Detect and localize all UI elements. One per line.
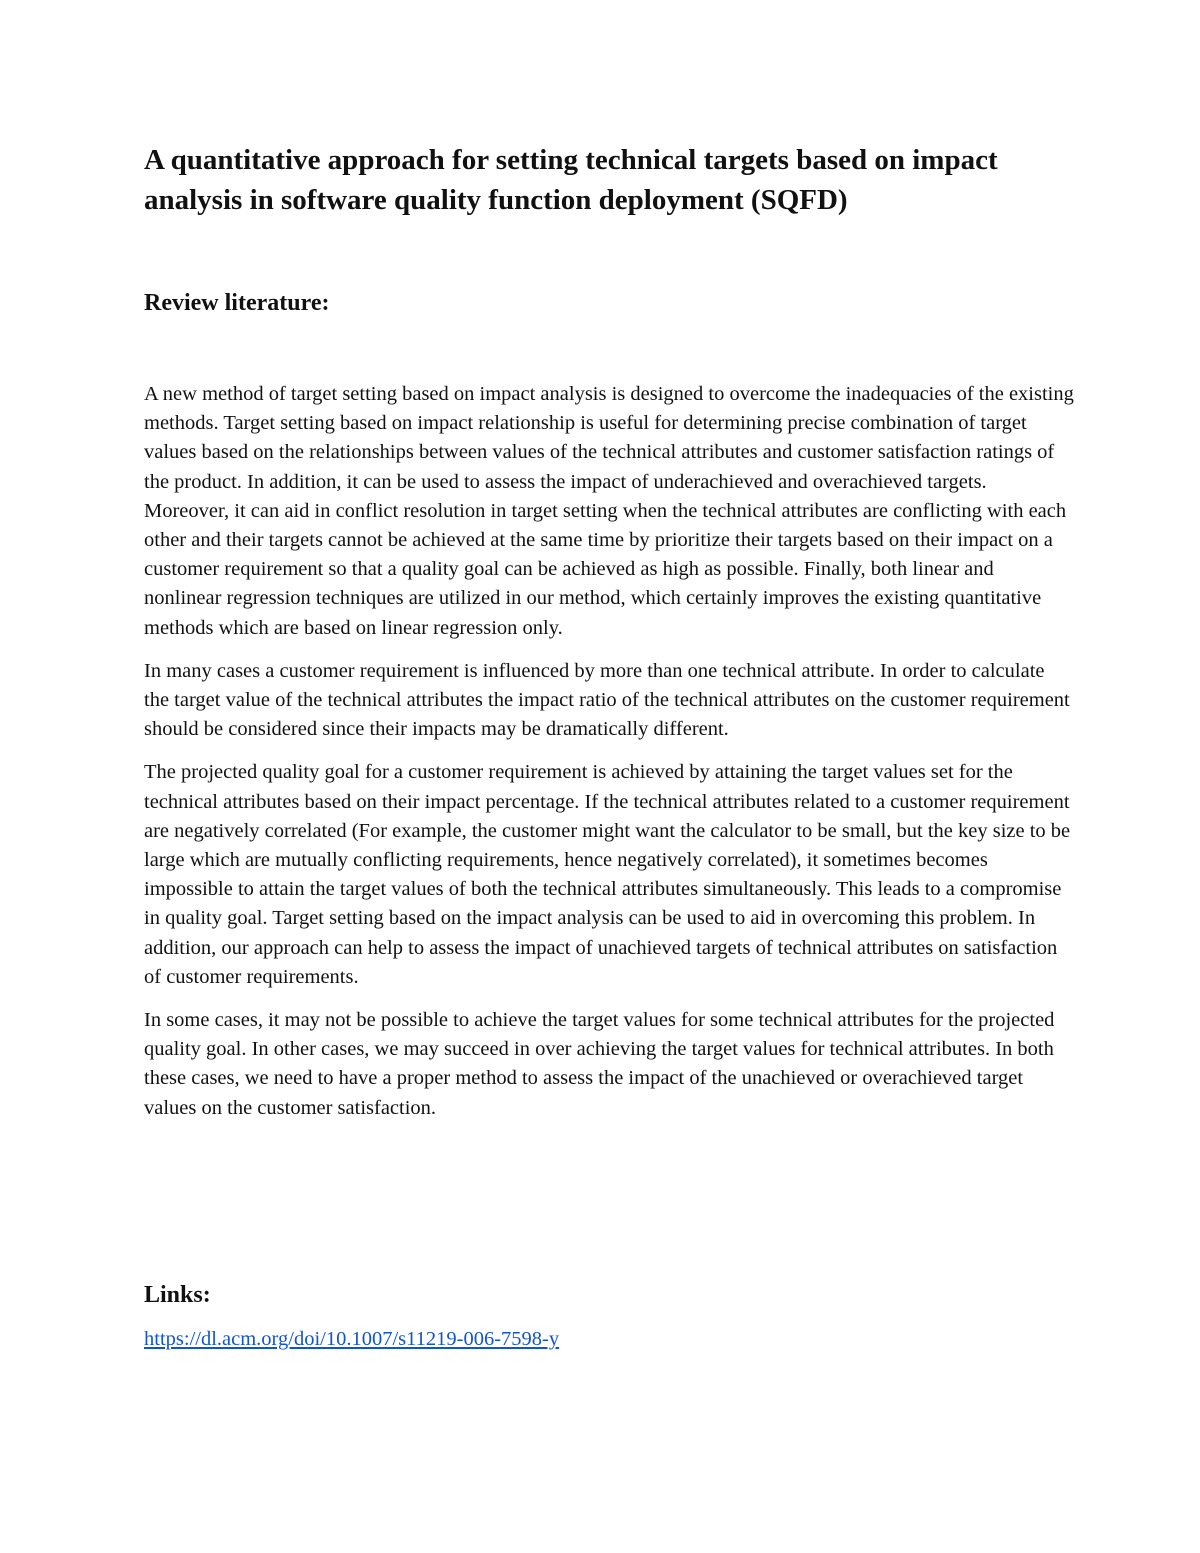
link-line bbox=[144, 1325, 559, 1354]
review-body bbox=[144, 380, 1074, 1137]
links-heading: Links: bbox=[144, 1282, 211, 1308]
document-title: A quantitative approach for setting technical targets based on impact analysis in software quality function deployment (SQFD) bbox=[144, 144, 998, 216]
paragraph-2: In many cases a customer requirement is influenced by more than one technical attribute. In order to calculate the target value of the technical attributes the impact ratio of the technical attributes on the customer requirement should be considered since their impacts may be dramatically different. bbox=[144, 659, 1070, 741]
paragraph-1: A new method of target setting based on impact analysis is designed to overcome the inadequacies of the existing methods. Target setting based on impact relationship is useful for determining precise combination of target values based on the relationships between values of the technical attributes and customer satisfaction ratings of the product. In addition, it can be used to assess the impact of underachieved and overachieved targets. Moreover, it can aid in conflict resolution in target setting when the technical attributes are conflicting with each other and their targets cannot be achieved at the same time by prioritize their targets based on their impact on a customer requirement so that a quality goal can be achieved as high as possible. Finally, both linear and nonlinear regression techniques are utilized in our method, which certainly improves the existing quantitative methods which are based on linear regression only. bbox=[144, 383, 1074, 639]
doi-link[interactable]: https://dl.acm.org/doi/10.1007/s11219-006-7598-y bbox=[144, 1328, 560, 1350]
paragraph-4: In some cases, it may not be possible to achieve the target values for some technical attributes for the projected quality goal. In other cases, we may succeed in over achieving the target values for technical attributes. In both these cases, we need to have a proper method to assess the impact of the unachieved or overachieved target values on the customer satisfaction. bbox=[144, 1009, 1055, 1119]
paragraph-3: The projected quality goal for a customer requirement is achieved by attaining the target values set for the technical attributes based on their impact percentage. If the technical attributes related to a customer requirement are negatively correlated (For example, the customer might want the calculator to be small, but the key size to be large which are mutually conflicting requirements, hence negatively correlated), it sometimes becomes impossible to attain the target values of both the technical attributes simultaneously. This leads to a compromise in quality goal. Target setting based on the impact analysis can be used to aid in overcoming this problem. In addition, our approach can help to assess the impact of unachieved targets of technical attributes on satisfaction of customer requirements. bbox=[144, 761, 1071, 988]
review-literature-heading: Review literature: bbox=[144, 290, 330, 316]
